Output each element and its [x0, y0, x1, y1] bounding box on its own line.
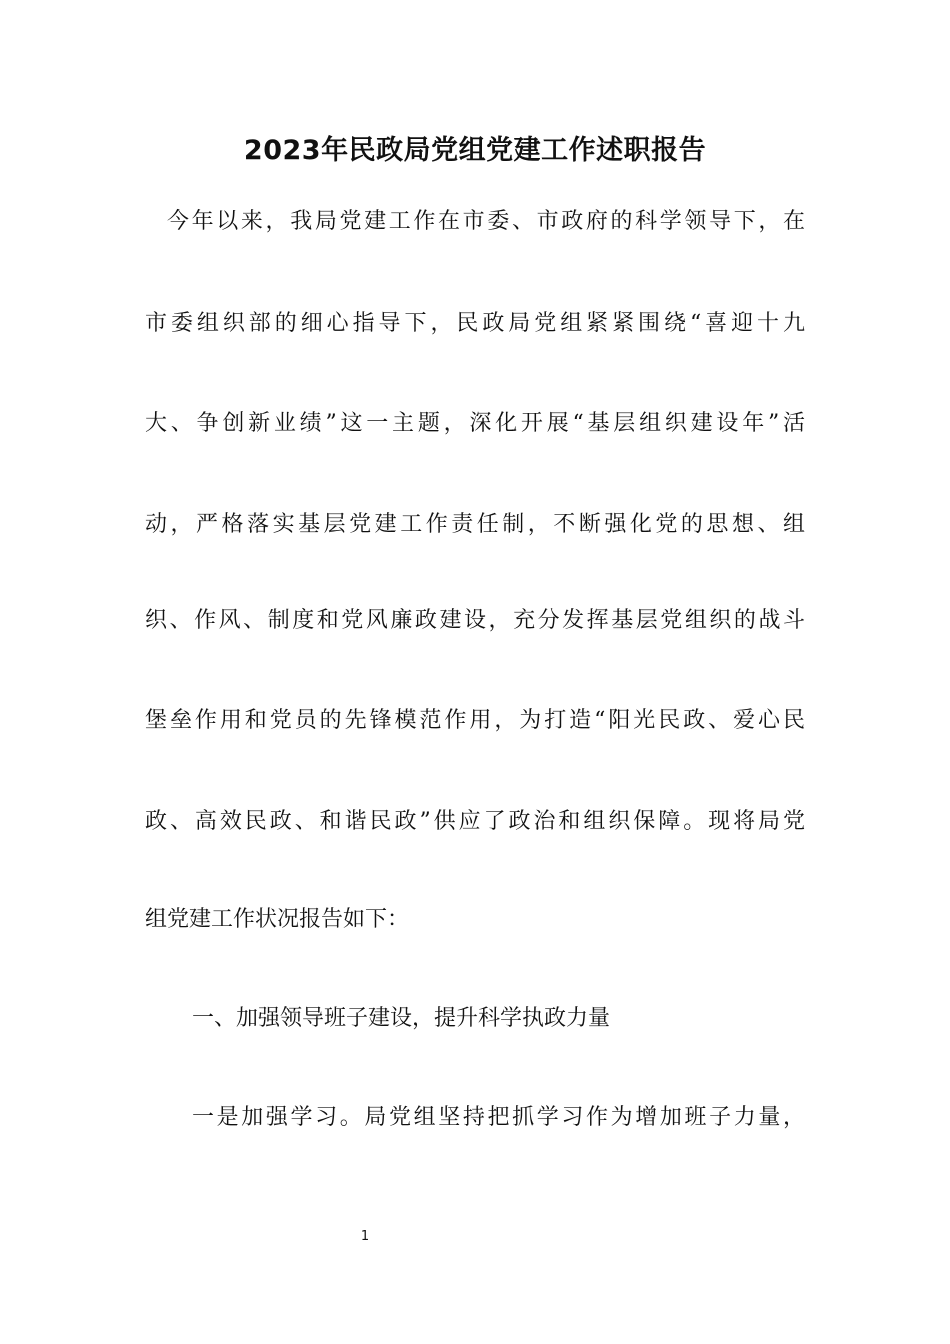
- paragraph-line-8: 组党建工作状况报告如下：: [145, 907, 410, 932]
- paragraph-line-3: 大、争创新业绩”这一主题，深化开展“基层组织建设年”活: [145, 411, 805, 436]
- paragraph-line-9: 一是加强学习。局党组坚持把抓学习作为增加班子力量，: [192, 1105, 805, 1130]
- section-heading-1: 一、加强领导班子建设，提升科学执政力量: [192, 1006, 611, 1031]
- paragraph-line-6: 堡垒作用和党员的先锋模范作用，为打造“阳光民政、爱心民: [145, 708, 805, 733]
- paragraph-line-4: 动，严格落实基层党建工作责任制，不断强化党的思想、组: [145, 512, 805, 537]
- paragraph-line-2: 市委组织部的细心指导下，民政局党组紧紧围绕“喜迎十九: [145, 311, 805, 336]
- paragraph-line-1: 今年以来，我局党建工作在市委、市政府的科学领导下，在: [167, 209, 805, 234]
- paragraph-line-5: 织、作风、制度和党风廉政建设，充分发挥基层党组织的战斗: [145, 608, 805, 633]
- page-number: 1: [360, 1229, 370, 1244]
- document-title: 2023年民政局党组党建工作述职报告: [243, 135, 707, 166]
- paragraph-line-7: 政、高效民政、和谐民政”供应了政治和组织保障。现将局党: [145, 809, 805, 834]
